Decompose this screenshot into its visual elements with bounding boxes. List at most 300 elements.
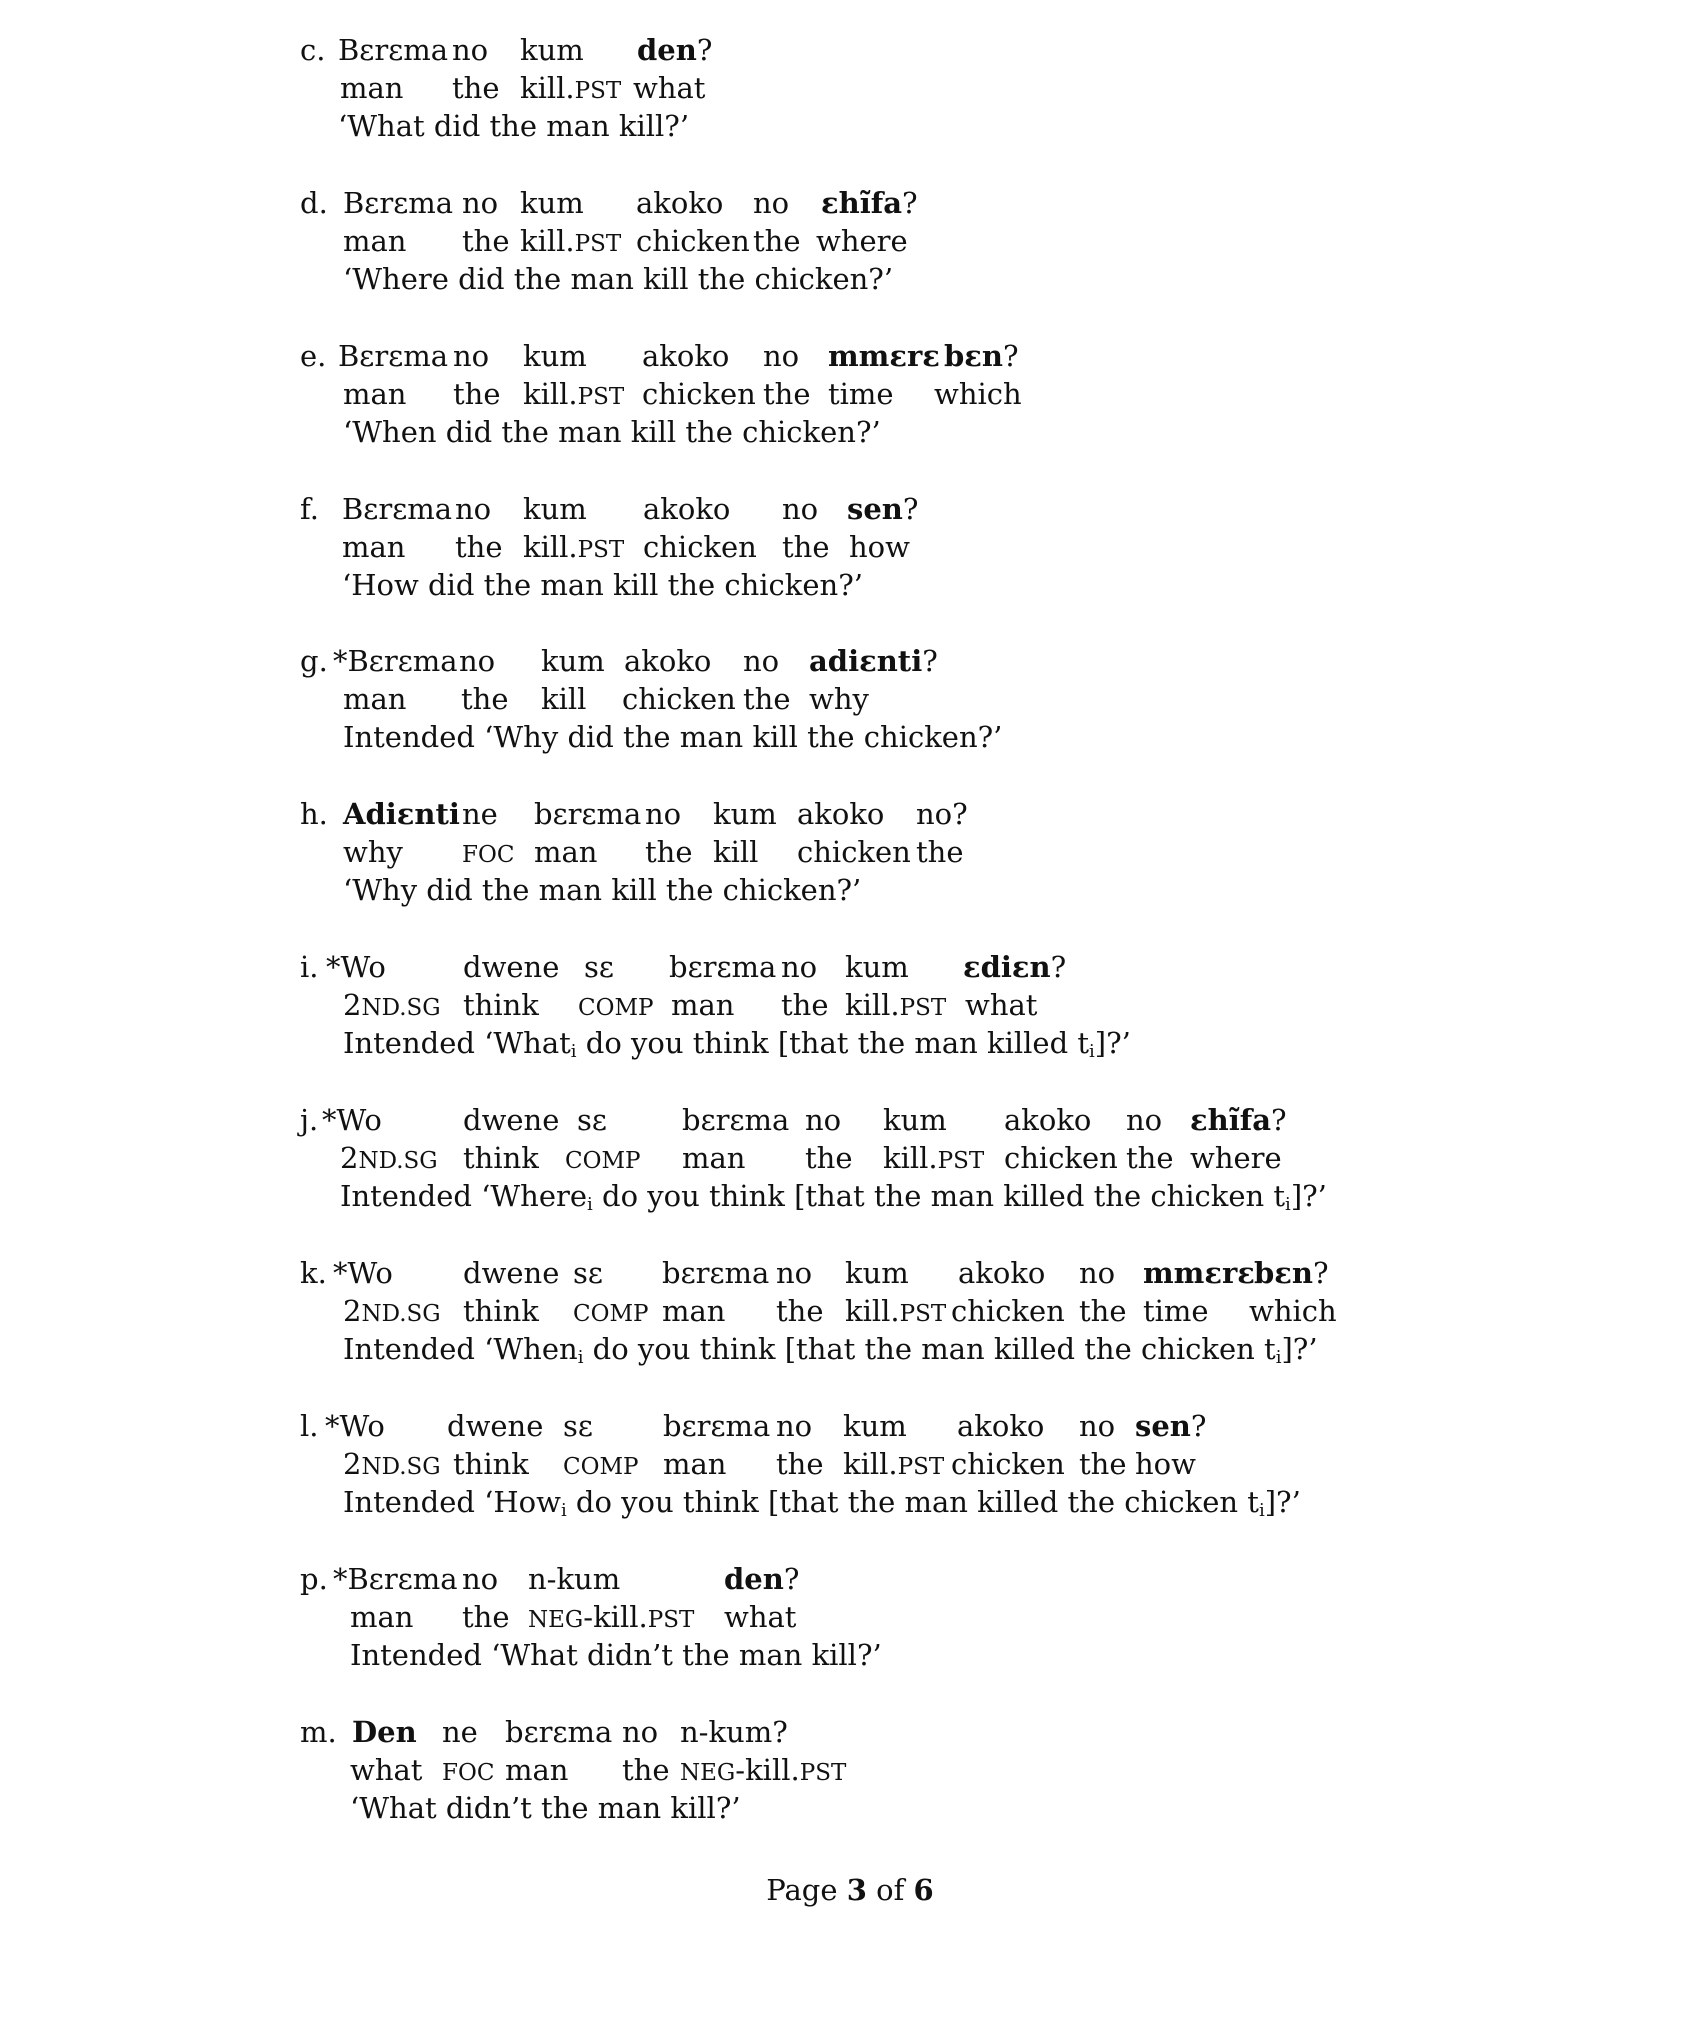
gloss-word — [340, 68, 403, 108]
source-word — [944, 336, 1019, 376]
gloss-part: time — [1143, 1294, 1209, 1328]
gloss-word — [934, 374, 1022, 414]
gloss-part: chicken — [636, 224, 750, 258]
source-word-part: no — [1079, 1409, 1116, 1443]
gloss-word — [563, 1444, 638, 1487]
source-word-part: bɛn — [944, 339, 1003, 373]
source-line — [0, 183, 1700, 223]
gloss-part: the — [776, 1447, 824, 1481]
gloss-part: the — [455, 530, 503, 564]
source-word — [958, 1253, 1045, 1293]
gloss-part: kill. — [523, 530, 578, 564]
gloss-part: PST — [899, 995, 947, 1021]
gloss-part: PST — [577, 537, 625, 563]
gloss-word — [916, 832, 964, 872]
of-word: of — [876, 1873, 905, 1907]
gloss-word — [743, 679, 791, 719]
gloss-line — [0, 374, 1700, 414]
source-line — [0, 794, 1700, 834]
source-word-part: ? — [783, 1562, 800, 1596]
gloss-word — [343, 1291, 441, 1334]
gloss-word — [849, 527, 910, 567]
gloss-word — [534, 832, 597, 872]
source-word — [776, 1406, 812, 1446]
gloss-part: COMP — [563, 1454, 639, 1480]
source-word — [333, 1253, 393, 1293]
gloss-word — [636, 221, 750, 261]
source-word-part: sɛ — [577, 1103, 607, 1137]
source-word-part: kum — [845, 1256, 909, 1290]
gloss-word — [797, 832, 911, 872]
source-word-part: akoko — [958, 1256, 1046, 1290]
source-word-part: ne — [462, 797, 498, 831]
gloss-word — [713, 832, 758, 872]
source-word-part: no — [763, 339, 800, 373]
gloss-word — [541, 679, 586, 719]
gloss-word — [805, 1138, 853, 1178]
gloss-part: 2 — [343, 1447, 362, 1481]
source-word-part: akoko — [624, 644, 712, 678]
source-word-part: mmɛrɛ — [828, 339, 940, 373]
gloss-word — [343, 1444, 441, 1487]
gloss-part: what — [965, 988, 1038, 1022]
gloss-line — [0, 68, 1700, 108]
source-word — [821, 183, 918, 223]
gloss-word — [642, 374, 756, 414]
source-word — [343, 794, 460, 834]
source-word-part: *Bɛrɛma — [333, 644, 458, 678]
gloss-part: the — [781, 988, 829, 1022]
gloss-part: PST — [799, 1760, 847, 1786]
gloss-word — [350, 1597, 413, 1637]
free-translation — [343, 1329, 1318, 1378]
gloss-word — [343, 832, 403, 872]
source-word — [463, 1100, 559, 1140]
gloss-word — [1126, 1138, 1174, 1178]
translation-part: do you think [that the man killed the chicken t — [566, 1485, 1259, 1519]
gloss-part: man — [340, 71, 404, 105]
gloss-part: man — [350, 1600, 414, 1634]
gloss-word — [662, 1291, 725, 1331]
gloss-word — [724, 1597, 796, 1637]
gloss-word — [828, 374, 894, 414]
source-word-part: Den — [352, 1715, 417, 1749]
source-line — [0, 641, 1700, 681]
translation-part: i — [1089, 1041, 1095, 1062]
gloss-word — [776, 1291, 824, 1331]
gloss-part: -kill. — [583, 1600, 648, 1634]
source-word-part: no — [753, 186, 790, 220]
gloss-part: chicken — [797, 835, 911, 869]
translation-part: ‘Why did the man kill the chicken?’ — [343, 873, 862, 907]
gloss-part: PST — [899, 1301, 947, 1327]
translation-part: Intended ‘When — [343, 1332, 578, 1366]
gloss-line — [0, 985, 1700, 1025]
source-word-part: sen — [1135, 1409, 1191, 1443]
gloss-part: why — [343, 835, 403, 869]
source-word-part: no — [743, 644, 780, 678]
gloss-part: which — [934, 377, 1022, 411]
source-word — [453, 336, 489, 376]
source-word — [643, 489, 730, 529]
gloss-word — [463, 1291, 539, 1331]
translation-part: ]?’ — [1264, 1485, 1301, 1519]
source-line — [0, 1253, 1700, 1293]
gloss-word — [645, 832, 693, 872]
gloss-part: kill. — [883, 1141, 938, 1175]
example-label: l. — [300, 1409, 319, 1443]
gloss-word — [462, 832, 514, 875]
source-word — [322, 1100, 382, 1140]
gloss-part: think — [463, 1294, 539, 1328]
source-word-part: *Wo — [333, 1256, 393, 1290]
translation-part: ‘Where did the man kill the chicken?’ — [343, 262, 894, 296]
source-word — [1004, 1100, 1091, 1140]
source-word-part: sɛ — [563, 1409, 593, 1443]
gloss-part: the — [763, 377, 811, 411]
source-word-part: ? — [922, 644, 938, 678]
gloss-part: man — [662, 1294, 726, 1328]
source-word-part: mmɛrɛ — [1143, 1256, 1255, 1290]
source-word-part: *Wo — [322, 1103, 382, 1137]
source-word-part: n-kum — [528, 1562, 621, 1596]
gloss-line — [0, 1444, 1700, 1484]
gloss-part: COMP — [578, 995, 654, 1021]
translation-part: ‘What did the man kill?’ — [338, 109, 690, 143]
translation-line — [0, 1176, 1700, 1216]
source-word — [753, 183, 789, 223]
source-word — [883, 1100, 947, 1140]
gloss-word — [523, 527, 624, 570]
gloss-word — [816, 221, 908, 261]
source-line — [0, 1406, 1700, 1446]
source-word — [442, 1712, 478, 1752]
gloss-word — [809, 679, 869, 719]
source-word — [776, 1253, 812, 1293]
translation-line — [0, 1023, 1700, 1063]
source-word-part: akoko — [636, 186, 724, 220]
source-word-part: Bɛrɛma — [338, 339, 449, 373]
gloss-part: the — [1126, 1141, 1174, 1175]
source-word — [523, 489, 587, 529]
gloss-word — [776, 1444, 824, 1484]
gloss-word — [622, 679, 736, 719]
source-word-part: dwene — [463, 1256, 560, 1290]
page-word: Page — [766, 1873, 838, 1907]
source-word-part: kum — [523, 339, 587, 373]
source-word-part: no — [1079, 1256, 1116, 1290]
source-word-part: no — [776, 1409, 813, 1443]
gloss-part: man — [505, 1753, 569, 1787]
source-word-part: sɛ — [573, 1256, 603, 1290]
source-word — [781, 947, 817, 987]
translation-part: ]?’ — [1290, 1179, 1327, 1213]
source-line — [0, 1712, 1700, 1752]
example-label: j. — [300, 1103, 319, 1137]
source-word — [462, 1559, 498, 1599]
source-word-part: dwene — [463, 1103, 560, 1137]
source-word-part: adiɛnti — [809, 644, 923, 678]
source-word — [563, 1406, 593, 1446]
translation-part: i — [1285, 1194, 1291, 1215]
source-word — [462, 794, 498, 834]
gloss-word — [343, 221, 406, 261]
gloss-part: the — [743, 682, 791, 716]
source-word — [326, 947, 386, 987]
translation-line — [0, 259, 1700, 299]
gloss-part: chicken — [951, 1447, 1065, 1481]
source-word-part: Bɛrɛma — [342, 492, 453, 526]
gloss-word — [528, 1597, 694, 1640]
gloss-part: the — [805, 1141, 853, 1175]
translation-part: i — [577, 1347, 584, 1368]
source-word — [459, 641, 495, 681]
gloss-part: chicken — [642, 377, 756, 411]
translation-part: Intended ‘What — [343, 1026, 571, 1060]
source-word-part: bɛrɛma — [669, 950, 777, 984]
example-label: c. — [300, 33, 326, 67]
source-word-part: sen — [847, 492, 903, 526]
gloss-word — [442, 1750, 494, 1793]
example-label: k. — [300, 1256, 327, 1290]
gloss-part: COMP — [573, 1301, 649, 1327]
page-footer — [0, 1870, 1700, 1910]
total-pages: 6 — [913, 1873, 934, 1907]
gloss-part: PST — [937, 1148, 985, 1174]
source-word — [636, 183, 723, 223]
gloss-word — [463, 985, 539, 1025]
gloss-word — [461, 679, 509, 719]
source-word-part: kum — [845, 950, 909, 984]
gloss-word — [845, 985, 946, 1028]
example-label: d. — [300, 186, 328, 220]
source-word-part: kum — [883, 1103, 947, 1137]
translation-part: do you think [that the man killed the chicken t — [583, 1332, 1276, 1366]
gloss-word — [951, 1291, 1065, 1331]
gloss-part: the — [462, 224, 510, 258]
free-translation — [343, 870, 861, 910]
source-word — [455, 489, 491, 529]
source-word-part: sɛ — [584, 950, 614, 984]
free-translation — [343, 259, 893, 299]
source-word-part: no? — [916, 797, 968, 831]
source-word — [1079, 1406, 1115, 1446]
gloss-part: PST — [574, 78, 622, 104]
source-word-part: no — [455, 492, 492, 526]
gloss-word — [520, 221, 621, 264]
source-word-part: ? — [1003, 339, 1019, 373]
gloss-part: man — [343, 377, 407, 411]
gloss-word — [1249, 1291, 1337, 1331]
source-word — [743, 641, 779, 681]
gloss-line — [0, 1750, 1700, 1790]
translation-part: Intended ‘What didn’t the man kill?’ — [350, 1638, 882, 1672]
gloss-part: kill. — [843, 1447, 898, 1481]
source-word-part: kum — [843, 1409, 907, 1443]
gloss-line — [0, 1291, 1700, 1331]
gloss-word — [343, 679, 406, 719]
source-word — [462, 183, 498, 223]
gloss-word — [763, 374, 811, 414]
source-word — [343, 183, 453, 223]
gloss-part: the — [916, 835, 964, 869]
source-word-part: no — [452, 33, 489, 67]
free-translation — [342, 565, 863, 605]
gloss-part: the — [453, 377, 501, 411]
free-translation — [343, 412, 881, 452]
source-line — [0, 1559, 1700, 1599]
source-word-part: dwene — [463, 950, 560, 984]
gloss-word — [883, 1138, 984, 1181]
translation-part: ‘What didn’t the man kill?’ — [350, 1791, 741, 1825]
gloss-part: PST — [647, 1607, 695, 1633]
translation-line — [0, 717, 1700, 757]
source-word-part: no — [462, 186, 499, 220]
translation-line — [0, 1788, 1700, 1828]
gloss-word — [463, 1138, 539, 1178]
gloss-part: PST — [897, 1454, 945, 1480]
source-word-part: no — [645, 797, 682, 831]
gloss-part: man — [671, 988, 735, 1022]
gloss-word — [520, 68, 621, 111]
source-word-part: ɛhĩfa — [1190, 1103, 1271, 1137]
gloss-part: the — [782, 530, 830, 564]
source-word-part: bɛrɛma — [505, 1715, 613, 1749]
gloss-part: what — [350, 1753, 423, 1787]
gloss-part: man — [342, 530, 406, 564]
source-word-part: *Wo — [326, 950, 386, 984]
source-word-part: ? — [1050, 950, 1067, 984]
source-word — [541, 641, 605, 681]
source-word-part: akoko — [643, 492, 731, 526]
source-word — [1079, 1253, 1115, 1293]
gloss-part: how — [849, 530, 910, 564]
gloss-part: NEG — [528, 1607, 584, 1633]
gloss-part: -kill. — [735, 1753, 800, 1787]
source-word — [845, 1253, 909, 1293]
free-translation — [350, 1635, 882, 1675]
gloss-part: FOC — [442, 1760, 495, 1786]
gloss-part: FOC — [462, 842, 515, 868]
source-word-part: ɛdiɛn — [963, 950, 1051, 984]
source-word-part: Bɛrɛma — [338, 33, 449, 67]
source-word — [333, 1559, 458, 1599]
source-word — [957, 1406, 1044, 1446]
source-word-part: dwene — [447, 1409, 544, 1443]
translation-part: i — [1258, 1500, 1265, 1521]
gloss-part: PST — [577, 384, 625, 410]
gloss-word — [753, 221, 801, 261]
gloss-part: the — [1079, 1447, 1127, 1481]
source-word — [534, 794, 641, 834]
gloss-part: the — [462, 1600, 510, 1634]
source-word — [352, 1712, 417, 1752]
gloss-part: the — [461, 682, 509, 716]
gloss-part: man — [534, 835, 598, 869]
source-word — [523, 336, 587, 376]
source-word-part: no — [459, 644, 496, 678]
translation-part: ‘How did the man kill the chicken?’ — [342, 568, 863, 602]
gloss-word — [1004, 1138, 1118, 1178]
gloss-line — [0, 221, 1700, 261]
source-word-part: bɛn — [1254, 1256, 1313, 1290]
source-word-part: akoko — [642, 339, 730, 373]
source-word — [528, 1559, 620, 1599]
gloss-line — [0, 527, 1700, 567]
source-word-part: kum — [523, 492, 587, 526]
free-translation — [343, 717, 1002, 757]
gloss-part: the — [645, 835, 693, 869]
source-word-part: kum — [520, 33, 584, 67]
example-label: p. — [300, 1562, 328, 1596]
gloss-part: what — [724, 1600, 797, 1634]
gloss-part: ND.SG — [361, 995, 441, 1021]
source-word — [577, 1100, 607, 1140]
translation-part: Intended ‘Why did the man kill the chicken?’ — [343, 720, 1003, 754]
gloss-part: what — [633, 71, 706, 105]
example-label: g. — [300, 644, 328, 678]
source-word — [763, 336, 799, 376]
gloss-word — [781, 985, 829, 1025]
gloss-part: how — [1135, 1447, 1196, 1481]
source-word-part: no — [462, 1562, 499, 1596]
source-word — [520, 30, 584, 70]
source-word-part: akoko — [1004, 1103, 1092, 1137]
gloss-part: the — [776, 1294, 824, 1328]
gloss-word — [845, 1291, 946, 1334]
source-word — [809, 641, 938, 681]
gloss-word — [843, 1444, 944, 1487]
gloss-part: where — [1190, 1141, 1282, 1175]
source-word-part: kum — [541, 644, 605, 678]
source-word — [963, 947, 1066, 987]
translation-line — [0, 412, 1700, 452]
source-word — [342, 489, 452, 529]
translation-part: i — [587, 1194, 593, 1215]
translation-line — [0, 106, 1700, 146]
source-word-part: kum — [713, 797, 777, 831]
gloss-part: kill — [541, 682, 587, 716]
gloss-part: kill. — [523, 377, 578, 411]
source-line — [0, 1100, 1700, 1140]
gloss-part: kill. — [520, 71, 575, 105]
page-number: 3 — [846, 1873, 867, 1907]
source-word — [447, 1406, 543, 1446]
source-word — [797, 794, 884, 834]
source-word — [724, 1559, 799, 1599]
gloss-word — [782, 527, 830, 567]
source-word — [1254, 1253, 1329, 1293]
source-word — [916, 794, 968, 834]
gloss-line — [0, 679, 1700, 719]
source-word-part: no — [1126, 1103, 1163, 1137]
gloss-word — [680, 1750, 846, 1793]
source-word — [637, 30, 712, 70]
source-word — [505, 1712, 612, 1752]
gloss-part: kill. — [845, 988, 900, 1022]
source-word-part: bɛrɛma — [682, 1103, 790, 1137]
translation-line — [0, 1329, 1700, 1369]
gloss-part: think — [463, 1141, 539, 1175]
source-word — [642, 336, 729, 376]
gloss-part: the — [753, 224, 801, 258]
source-word-part: no — [805, 1103, 842, 1137]
source-word — [1143, 1253, 1255, 1293]
gloss-word — [342, 527, 405, 567]
source-word — [333, 641, 458, 681]
gloss-word — [951, 1444, 1065, 1484]
gloss-part: PST — [574, 231, 622, 257]
